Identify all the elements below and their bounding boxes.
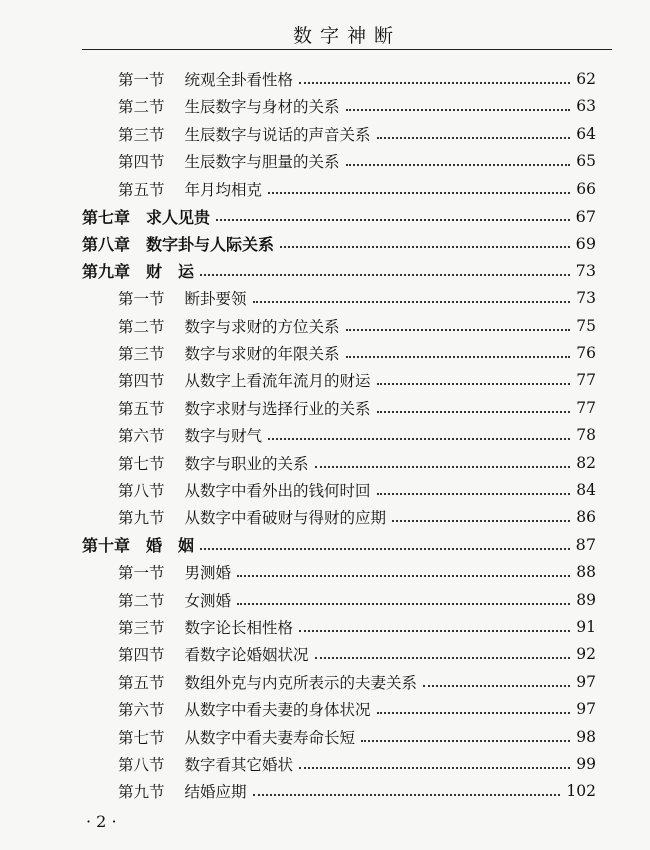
toc-entry-page: 63	[576, 97, 596, 116]
toc-entry-page: 89	[576, 590, 596, 609]
toc-entry-label: 第十章	[82, 536, 131, 556]
toc-entry-label: 第三节	[118, 125, 165, 144]
toc-entry-title: 数字看其它婚状	[184, 756, 294, 774]
toc-entry-label: 第二节	[118, 591, 165, 610]
toc-entry-page: 77	[576, 398, 596, 417]
toc-entry-page: 64	[576, 124, 596, 143]
toc-entry-title: 从数字中看外出的钱何时回	[184, 482, 371, 500]
toc-section-row	[118, 751, 596, 777]
toc-entry-page: 62	[576, 70, 596, 88]
toc-entry-title: 数字与职业的关系	[184, 454, 309, 473]
toc-entry-title: 生辰数字与胆量的关系	[184, 153, 340, 172]
leader-dots	[377, 137, 571, 139]
toc-entry-title: 从数字中看夫妻寿命长短	[184, 728, 356, 747]
toc-entry-page: 73	[576, 289, 596, 308]
toc-section-row	[118, 504, 596, 530]
leader-dots	[200, 548, 570, 550]
toc-entry-title: 数字求财与选择行业的关系	[184, 399, 371, 418]
toc-entry-label: 第五节	[118, 673, 165, 692]
toc-entry-label: 第八节	[118, 756, 165, 774]
toc-entry-title: 求人见贵	[146, 207, 211, 227]
header-title: 数字神断	[292, 25, 401, 47]
running-header	[82, 22, 612, 50]
toc-entry-label: 第五节	[118, 180, 165, 199]
page-number: · 2 ·	[86, 812, 117, 831]
toc-entry-label: 第九章	[82, 262, 131, 282]
toc-entry-page: 97	[576, 672, 596, 691]
leader-dots	[216, 219, 570, 221]
toc-entry-title: 数字与财气	[184, 427, 263, 446]
leader-dots	[299, 82, 570, 84]
toc-section-row	[118, 367, 596, 393]
toc-entry-label: 第八节	[118, 482, 165, 500]
leader-dots	[346, 109, 571, 111]
toc-entry-page: 82	[576, 453, 596, 472]
toc-entry-title: 数组外克与内克所表示的夫妻关系	[184, 673, 418, 692]
leader-dots	[423, 685, 570, 687]
toc-section-row	[118, 285, 596, 311]
toc-entry-page: 69	[575, 233, 596, 253]
toc-entry-page: 102	[566, 782, 596, 801]
toc-entry-label: 第一节	[118, 564, 165, 583]
leader-dots	[237, 575, 570, 577]
leader-dots	[392, 520, 570, 522]
toc-entry-page: 92	[576, 645, 596, 664]
toc-section-row	[118, 176, 596, 202]
leader-dots	[315, 466, 571, 468]
toc-entry-title: 生辰数字与身材的关系	[184, 98, 340, 117]
toc-entry-label: 第二节	[118, 317, 165, 336]
toc-section-row	[118, 778, 596, 804]
toc-entry-title: 婚 姻	[146, 536, 195, 556]
toc-entry-page: 86	[576, 508, 596, 527]
toc-entry-label: 第四节	[118, 153, 165, 172]
toc-entry-title: 结婚应期	[184, 783, 247, 802]
toc-entry-title: 生辰数字与说话的声音关系	[184, 125, 371, 144]
leader-dots	[299, 767, 570, 769]
leader-dots	[346, 356, 571, 358]
toc-entry-title: 女测婚	[184, 591, 232, 610]
toc-entry-label: 第六节	[118, 701, 165, 720]
toc-chapter-row	[82, 532, 596, 558]
leader-dots	[346, 164, 571, 166]
toc-entry-title: 统观全卦看性格	[184, 71, 294, 89]
leader-dots	[280, 246, 570, 248]
toc-entry-label: 第七节	[118, 454, 165, 473]
toc-entry-page: 99	[576, 755, 596, 773]
toc-entry-label: 第八章	[82, 234, 131, 254]
toc-entry-page: 77	[576, 371, 596, 390]
leader-dots	[315, 657, 571, 659]
toc-entry-title: 数字卦与人际关系	[146, 234, 275, 254]
toc-section-row	[118, 422, 596, 448]
leader-dots	[268, 438, 570, 440]
toc-section-row	[118, 724, 596, 750]
toc-entry-label: 第九节	[118, 509, 165, 528]
toc-entry-title: 数字与求财的年限关系	[184, 345, 340, 363]
leader-dots	[377, 411, 571, 413]
toc-section-row	[118, 559, 596, 585]
toc-chapter-row	[82, 203, 596, 229]
toc-entry-title: 从数字中看破财与得财的应期	[184, 509, 387, 528]
leader-dots	[253, 794, 561, 796]
leader-dots	[299, 630, 570, 632]
toc-section-row	[118, 313, 596, 339]
toc-section-row	[118, 66, 596, 92]
leader-dots	[377, 383, 571, 385]
toc-entry-label: 第七章	[82, 207, 131, 227]
toc-entry-page: 87	[575, 535, 596, 555]
toc-entry-page: 65	[576, 152, 596, 171]
toc-entry-page: 73	[575, 261, 596, 281]
toc-entry-page: 91	[576, 618, 596, 636]
toc-entry-title: 从数字中看夫妻的身体状况	[184, 701, 371, 720]
toc-entry-label: 第二节	[118, 98, 165, 117]
leader-dots	[361, 740, 570, 742]
toc-entry-label: 第六节	[118, 427, 165, 446]
toc-entry-page: 75	[576, 316, 596, 335]
leader-dots	[200, 274, 570, 276]
toc-section-row	[118, 614, 596, 640]
toc-section-row	[118, 148, 596, 174]
toc-entry-label: 第九节	[118, 783, 165, 802]
toc-entry-page: 66	[576, 179, 596, 198]
toc-entry-label: 第一节	[118, 71, 165, 89]
toc-entry-label: 第三节	[118, 345, 165, 363]
toc-entry-title: 数字与求财的方位关系	[184, 317, 340, 336]
toc-entry-page: 78	[576, 426, 596, 445]
toc-entry-title: 断卦要领	[184, 290, 247, 309]
toc-entry-page: 76	[576, 344, 596, 362]
toc-entry-title: 财 运	[146, 262, 195, 282]
toc-section-row	[118, 587, 596, 613]
toc-entry-label: 第七节	[118, 728, 165, 747]
toc-section-row	[118, 641, 596, 667]
header-rule	[82, 49, 612, 50]
toc-section-row	[118, 477, 596, 503]
toc-entry-label: 第四节	[118, 372, 165, 391]
leader-dots	[268, 192, 570, 194]
toc-entry-title: 男测婚	[184, 564, 232, 583]
toc-section-row	[118, 121, 596, 147]
toc-chapter-row	[82, 258, 596, 284]
toc-entry-label: 第五节	[118, 399, 165, 418]
leader-dots	[377, 493, 571, 495]
toc-entry-title: 从数字上看流年流月的财运	[184, 372, 371, 391]
toc-entry-page: 98	[576, 727, 596, 746]
leader-dots	[237, 603, 570, 605]
toc-entry-label: 第三节	[118, 619, 165, 637]
leader-dots	[346, 329, 571, 331]
leader-dots	[377, 712, 571, 714]
toc-entry-page: 97	[576, 700, 596, 719]
toc-section-row	[118, 93, 596, 119]
toc-entry-label: 第一节	[118, 290, 165, 309]
toc-entry-title: 看数字论婚姻状况	[184, 646, 309, 665]
toc-entry-title: 数字论长相性格	[184, 619, 294, 637]
toc-entry-label: 第四节	[118, 646, 165, 665]
toc-entry-title: 年月均相克	[184, 180, 263, 199]
toc-entry-page: 88	[576, 563, 596, 582]
leader-dots	[253, 301, 571, 303]
toc-entry-page: 67	[575, 206, 596, 226]
toc-chapter-row	[82, 230, 596, 256]
toc-section-row	[118, 696, 596, 722]
toc-section-row	[118, 669, 596, 695]
toc-section-row	[118, 340, 596, 366]
toc-section-row	[118, 395, 596, 421]
toc-section-row	[118, 450, 596, 476]
toc-entry-page: 84	[576, 481, 596, 499]
